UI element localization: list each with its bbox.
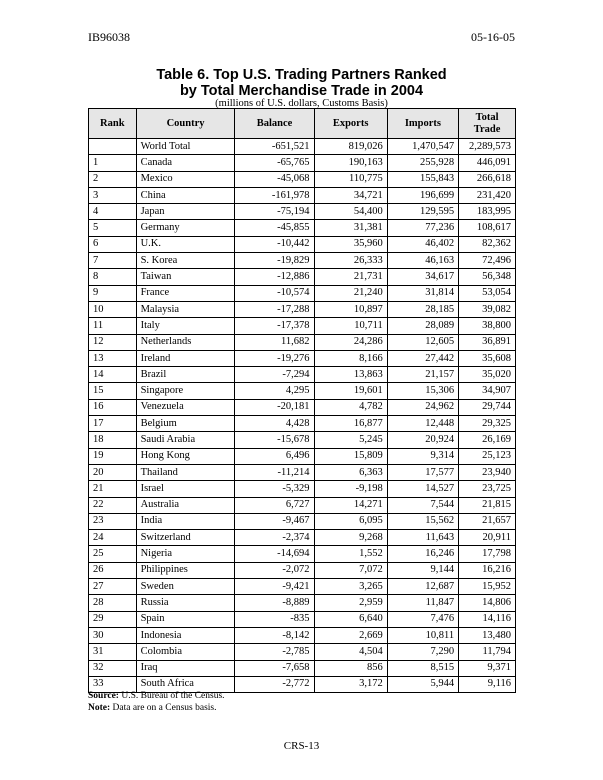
exports-cell: -9,198 bbox=[314, 481, 387, 497]
rank-cell: 24 bbox=[89, 530, 137, 546]
balance-cell: -45,068 bbox=[235, 171, 314, 187]
table-row bbox=[89, 399, 516, 415]
exports-cell: 3,265 bbox=[314, 579, 387, 595]
total-trade-cell: 72,496 bbox=[459, 253, 516, 269]
rank-cell: 26 bbox=[89, 562, 137, 578]
table-row bbox=[89, 481, 516, 497]
exports-cell: 14,271 bbox=[314, 497, 387, 513]
trading-partners-table bbox=[88, 108, 516, 693]
rank-cell: 13 bbox=[89, 350, 137, 366]
balance-cell: -17,378 bbox=[235, 318, 314, 334]
rank-cell: 4 bbox=[89, 204, 137, 220]
table-row bbox=[89, 513, 516, 529]
total-trade-cell: 23,940 bbox=[459, 464, 516, 480]
total-trade-cell: 17,798 bbox=[459, 546, 516, 562]
exports-cell: 1,552 bbox=[314, 546, 387, 562]
total-trade-cell: 21,815 bbox=[459, 497, 516, 513]
balance-cell: 4,428 bbox=[235, 416, 314, 432]
table-row bbox=[89, 171, 516, 187]
imports-cell: 28,089 bbox=[387, 318, 458, 334]
document-date: 05-16-05 bbox=[471, 30, 515, 44]
rank-cell: 25 bbox=[89, 546, 137, 562]
table-row bbox=[89, 187, 516, 203]
country-cell: Russia bbox=[136, 595, 235, 611]
balance-cell: 11,682 bbox=[235, 334, 314, 350]
total-trade-cell: 23,725 bbox=[459, 481, 516, 497]
table-row bbox=[89, 644, 516, 660]
rank-cell: 7 bbox=[89, 253, 137, 269]
table-row bbox=[89, 155, 516, 171]
country-cell: South Africa bbox=[136, 676, 235, 692]
imports-cell: 46,402 bbox=[387, 236, 458, 252]
total-trade-cell: 108,617 bbox=[459, 220, 516, 236]
balance-cell: -9,421 bbox=[235, 579, 314, 595]
note-label: Note: bbox=[88, 703, 111, 713]
country-cell: Nigeria bbox=[136, 546, 235, 562]
rank-cell: 2 bbox=[89, 171, 137, 187]
country-cell: China bbox=[136, 187, 235, 203]
table-row bbox=[89, 595, 516, 611]
exports-cell: 21,240 bbox=[314, 285, 387, 301]
exports-cell: 15,809 bbox=[314, 448, 387, 464]
column-header-exports: Exports bbox=[314, 109, 387, 139]
country-cell: India bbox=[136, 513, 235, 529]
rank-cell: 16 bbox=[89, 399, 137, 415]
country-cell: Netherlands bbox=[136, 334, 235, 350]
country-cell: Italy bbox=[136, 318, 235, 334]
rank-cell: 28 bbox=[89, 595, 137, 611]
table-row bbox=[89, 301, 516, 317]
rank-cell: 33 bbox=[89, 676, 137, 692]
imports-cell: 16,246 bbox=[387, 546, 458, 562]
imports-cell: 5,944 bbox=[387, 676, 458, 692]
balance-cell: -8,889 bbox=[235, 595, 314, 611]
rank-cell: 9 bbox=[89, 285, 137, 301]
exports-cell: 856 bbox=[314, 660, 387, 676]
balance-cell: -12,886 bbox=[235, 269, 314, 285]
balance-cell: -161,978 bbox=[235, 187, 314, 203]
exports-cell: 3,172 bbox=[314, 676, 387, 692]
imports-cell: 27,442 bbox=[387, 350, 458, 366]
column-header-imports: Imports bbox=[387, 109, 458, 139]
table-row bbox=[89, 448, 516, 464]
exports-cell: 2,959 bbox=[314, 595, 387, 611]
table-row bbox=[89, 464, 516, 480]
imports-cell: 77,236 bbox=[387, 220, 458, 236]
rank-cell: 11 bbox=[89, 318, 137, 334]
rank-cell: 29 bbox=[89, 611, 137, 627]
imports-cell: 155,843 bbox=[387, 171, 458, 187]
country-cell: Hong Kong bbox=[136, 448, 235, 464]
imports-cell: 17,577 bbox=[387, 464, 458, 480]
data-note bbox=[88, 702, 225, 714]
balance-cell: -7,658 bbox=[235, 660, 314, 676]
column-header-balance: Balance bbox=[235, 109, 314, 139]
imports-cell: 46,163 bbox=[387, 253, 458, 269]
balance-cell: -10,574 bbox=[235, 285, 314, 301]
rank-cell: 1 bbox=[89, 155, 137, 171]
balance-cell: -9,467 bbox=[235, 513, 314, 529]
imports-cell: 11,847 bbox=[387, 595, 458, 611]
exports-cell: 21,731 bbox=[314, 269, 387, 285]
imports-cell: 255,928 bbox=[387, 155, 458, 171]
imports-cell: 7,544 bbox=[387, 497, 458, 513]
column-header-country: Country bbox=[136, 109, 235, 139]
country-cell: Colombia bbox=[136, 644, 235, 660]
table-row bbox=[89, 562, 516, 578]
exports-cell: 26,333 bbox=[314, 253, 387, 269]
total-trade-cell: 56,348 bbox=[459, 269, 516, 285]
total-trade-cell: 2,289,573 bbox=[459, 139, 516, 155]
total-trade-cell: 20,911 bbox=[459, 530, 516, 546]
total-trade-cell: 15,952 bbox=[459, 579, 516, 595]
country-cell: Belgium bbox=[136, 416, 235, 432]
table-row bbox=[89, 530, 516, 546]
total-trade-cell: 9,371 bbox=[459, 660, 516, 676]
world-total-row bbox=[89, 139, 516, 155]
total-trade-cell: 25,123 bbox=[459, 448, 516, 464]
rank-cell: 18 bbox=[89, 432, 137, 448]
country-cell: Brazil bbox=[136, 367, 235, 383]
country-cell: Iraq bbox=[136, 660, 235, 676]
rank-cell: 23 bbox=[89, 513, 137, 529]
total-trade-cell: 35,608 bbox=[459, 350, 516, 366]
country-cell: Philippines bbox=[136, 562, 235, 578]
imports-cell: 34,617 bbox=[387, 269, 458, 285]
country-cell: Canada bbox=[136, 155, 235, 171]
country-cell: Venezuela bbox=[136, 399, 235, 415]
rank-cell: 8 bbox=[89, 269, 137, 285]
rank-cell bbox=[89, 139, 137, 155]
country-cell: Taiwan bbox=[136, 269, 235, 285]
imports-cell: 196,699 bbox=[387, 187, 458, 203]
imports-cell: 15,306 bbox=[387, 383, 458, 399]
table-row bbox=[89, 253, 516, 269]
table-row bbox=[89, 611, 516, 627]
rank-cell: 15 bbox=[89, 383, 137, 399]
exports-cell: 24,286 bbox=[314, 334, 387, 350]
exports-cell: 110,775 bbox=[314, 171, 387, 187]
exports-cell: 10,711 bbox=[314, 318, 387, 334]
country-cell: France bbox=[136, 285, 235, 301]
imports-cell: 9,314 bbox=[387, 448, 458, 464]
rank-cell: 31 bbox=[89, 644, 137, 660]
total-trade-cell: 21,657 bbox=[459, 513, 516, 529]
rank-cell: 27 bbox=[89, 579, 137, 595]
note-text: Data are on a Census basis. bbox=[110, 703, 217, 713]
rank-cell: 14 bbox=[89, 367, 137, 383]
exports-cell: 13,863 bbox=[314, 367, 387, 383]
rank-cell: 17 bbox=[89, 416, 137, 432]
total-trade-cell: 29,744 bbox=[459, 399, 516, 415]
balance-cell: -7,294 bbox=[235, 367, 314, 383]
balance-cell: -19,829 bbox=[235, 253, 314, 269]
source-label: Source: bbox=[88, 691, 119, 701]
rank-cell: 30 bbox=[89, 627, 137, 643]
imports-cell: 24,962 bbox=[387, 399, 458, 415]
table-subtitle: (millions of U.S. dollars, Customs Basis) bbox=[215, 98, 388, 109]
imports-cell: 28,185 bbox=[387, 301, 458, 317]
table-title-line-1: Table 6. Top U.S. Trading Partners Ranked bbox=[156, 67, 447, 83]
table-row bbox=[89, 269, 516, 285]
country-cell: U.K. bbox=[136, 236, 235, 252]
imports-cell: 12,605 bbox=[387, 334, 458, 350]
balance-cell: -75,194 bbox=[235, 204, 314, 220]
table-row bbox=[89, 318, 516, 334]
balance-cell: -20,181 bbox=[235, 399, 314, 415]
imports-cell: 12,687 bbox=[387, 579, 458, 595]
table-row bbox=[89, 350, 516, 366]
table-title-line-2: by Total Merchandise Trade in 2004 bbox=[179, 83, 424, 99]
total-trade-cell: 53,054 bbox=[459, 285, 516, 301]
rank-cell: 10 bbox=[89, 301, 137, 317]
table-row bbox=[89, 204, 516, 220]
total-trade-cell: 11,794 bbox=[459, 644, 516, 660]
table-row bbox=[89, 579, 516, 595]
imports-cell: 12,448 bbox=[387, 416, 458, 432]
exports-cell: 35,960 bbox=[314, 236, 387, 252]
exports-cell: 10,897 bbox=[314, 301, 387, 317]
country-cell: Singapore bbox=[136, 383, 235, 399]
exports-cell: 9,268 bbox=[314, 530, 387, 546]
total-trade-cell: 183,995 bbox=[459, 204, 516, 220]
total-trade-cell: 9,116 bbox=[459, 676, 516, 692]
rank-cell: 21 bbox=[89, 481, 137, 497]
country-cell: Australia bbox=[136, 497, 235, 513]
country-cell: S. Korea bbox=[136, 253, 235, 269]
country-cell: Spain bbox=[136, 611, 235, 627]
table-row bbox=[89, 367, 516, 383]
balance-cell: -5,329 bbox=[235, 481, 314, 497]
total-trade-cell: 39,082 bbox=[459, 301, 516, 317]
table-row bbox=[89, 416, 516, 432]
country-cell: Switzerland bbox=[136, 530, 235, 546]
exports-cell: 6,363 bbox=[314, 464, 387, 480]
table-row bbox=[89, 432, 516, 448]
rank-cell: 32 bbox=[89, 660, 137, 676]
exports-cell: 819,026 bbox=[314, 139, 387, 155]
imports-cell: 20,924 bbox=[387, 432, 458, 448]
country-cell: Sweden bbox=[136, 579, 235, 595]
table-row bbox=[89, 236, 516, 252]
country-cell: Malaysia bbox=[136, 301, 235, 317]
table-row bbox=[89, 546, 516, 562]
total-trade-cell: 35,020 bbox=[459, 367, 516, 383]
country-cell: Mexico bbox=[136, 171, 235, 187]
total-trade-cell: 26,169 bbox=[459, 432, 516, 448]
imports-cell: 21,157 bbox=[387, 367, 458, 383]
exports-cell: 8,166 bbox=[314, 350, 387, 366]
balance-cell: 6,727 bbox=[235, 497, 314, 513]
exports-cell: 6,095 bbox=[314, 513, 387, 529]
country-cell: World Total bbox=[136, 139, 235, 155]
table-row bbox=[89, 383, 516, 399]
total-trade-cell: 266,618 bbox=[459, 171, 516, 187]
total-trade-cell: 34,907 bbox=[459, 383, 516, 399]
balance-cell: -65,765 bbox=[235, 155, 314, 171]
source-note bbox=[88, 690, 225, 702]
imports-cell: 31,814 bbox=[387, 285, 458, 301]
exports-cell: 190,163 bbox=[314, 155, 387, 171]
balance-cell: -2,374 bbox=[235, 530, 314, 546]
total-trade-cell: 14,116 bbox=[459, 611, 516, 627]
imports-cell: 15,562 bbox=[387, 513, 458, 529]
balance-cell: -651,521 bbox=[235, 139, 314, 155]
table-header-row bbox=[89, 109, 516, 139]
country-cell: Japan bbox=[136, 204, 235, 220]
balance-cell: 4,295 bbox=[235, 383, 314, 399]
total-trade-cell: 36,891 bbox=[459, 334, 516, 350]
exports-cell: 2,669 bbox=[314, 627, 387, 643]
country-cell: Israel bbox=[136, 481, 235, 497]
balance-cell: -8,142 bbox=[235, 627, 314, 643]
rank-cell: 22 bbox=[89, 497, 137, 513]
imports-cell: 10,811 bbox=[387, 627, 458, 643]
document-id: IB96038 bbox=[88, 30, 130, 44]
exports-cell: 16,877 bbox=[314, 416, 387, 432]
exports-cell: 6,640 bbox=[314, 611, 387, 627]
imports-cell: 11,643 bbox=[387, 530, 458, 546]
exports-cell: 54,400 bbox=[314, 204, 387, 220]
exports-cell: 5,245 bbox=[314, 432, 387, 448]
imports-cell: 7,476 bbox=[387, 611, 458, 627]
table-row bbox=[89, 334, 516, 350]
balance-cell: 6,496 bbox=[235, 448, 314, 464]
country-cell: Indonesia bbox=[136, 627, 235, 643]
table-notes bbox=[88, 690, 225, 714]
imports-cell: 129,595 bbox=[387, 204, 458, 220]
table-row bbox=[89, 220, 516, 236]
imports-cell: 9,144 bbox=[387, 562, 458, 578]
imports-cell: 14,527 bbox=[387, 481, 458, 497]
balance-cell: -45,855 bbox=[235, 220, 314, 236]
exports-cell: 4,782 bbox=[314, 399, 387, 415]
rank-cell: 20 bbox=[89, 464, 137, 480]
source-text: U.S. Bureau of the Census. bbox=[118, 691, 225, 701]
rank-cell: 19 bbox=[89, 448, 137, 464]
total-trade-cell: 29,325 bbox=[459, 416, 516, 432]
exports-cell: 7,072 bbox=[314, 562, 387, 578]
total-trade-cell: 13,480 bbox=[459, 627, 516, 643]
column-header-total-trade: Total Trade bbox=[459, 109, 516, 139]
balance-cell: -10,442 bbox=[235, 236, 314, 252]
exports-cell: 31,381 bbox=[314, 220, 387, 236]
balance-cell: -15,678 bbox=[235, 432, 314, 448]
rank-cell: 6 bbox=[89, 236, 137, 252]
country-cell: Thailand bbox=[136, 464, 235, 480]
column-header-rank: Rank bbox=[89, 109, 137, 139]
table-row bbox=[89, 285, 516, 301]
rank-cell: 5 bbox=[89, 220, 137, 236]
balance-cell: -11,214 bbox=[235, 464, 314, 480]
page-number: CRS-13 bbox=[283, 740, 320, 752]
country-cell: Ireland bbox=[136, 350, 235, 366]
total-trade-cell: 446,091 bbox=[459, 155, 516, 171]
table-row bbox=[89, 497, 516, 513]
balance-cell: -14,694 bbox=[235, 546, 314, 562]
total-trade-cell: 38,800 bbox=[459, 318, 516, 334]
total-trade-cell: 14,806 bbox=[459, 595, 516, 611]
total-trade-cell: 231,420 bbox=[459, 187, 516, 203]
balance-cell: -17,288 bbox=[235, 301, 314, 317]
total-trade-cell: 16,216 bbox=[459, 562, 516, 578]
balance-cell: -2,772 bbox=[235, 676, 314, 692]
imports-cell: 8,515 bbox=[387, 660, 458, 676]
balance-cell: -2,072 bbox=[235, 562, 314, 578]
balance-cell: -2,785 bbox=[235, 644, 314, 660]
balance-cell: -19,276 bbox=[235, 350, 314, 366]
table-row bbox=[89, 627, 516, 643]
exports-cell: 34,721 bbox=[314, 187, 387, 203]
imports-cell: 7,290 bbox=[387, 644, 458, 660]
exports-cell: 4,504 bbox=[314, 644, 387, 660]
rank-cell: 12 bbox=[89, 334, 137, 350]
exports-cell: 19,601 bbox=[314, 383, 387, 399]
total-trade-cell: 82,362 bbox=[459, 236, 516, 252]
table-body bbox=[89, 139, 516, 693]
balance-cell: -835 bbox=[235, 611, 314, 627]
imports-cell: 1,470,547 bbox=[387, 139, 458, 155]
country-cell: Germany bbox=[136, 220, 235, 236]
country-cell: Saudi Arabia bbox=[136, 432, 235, 448]
rank-cell: 3 bbox=[89, 187, 137, 203]
table-row bbox=[89, 660, 516, 676]
